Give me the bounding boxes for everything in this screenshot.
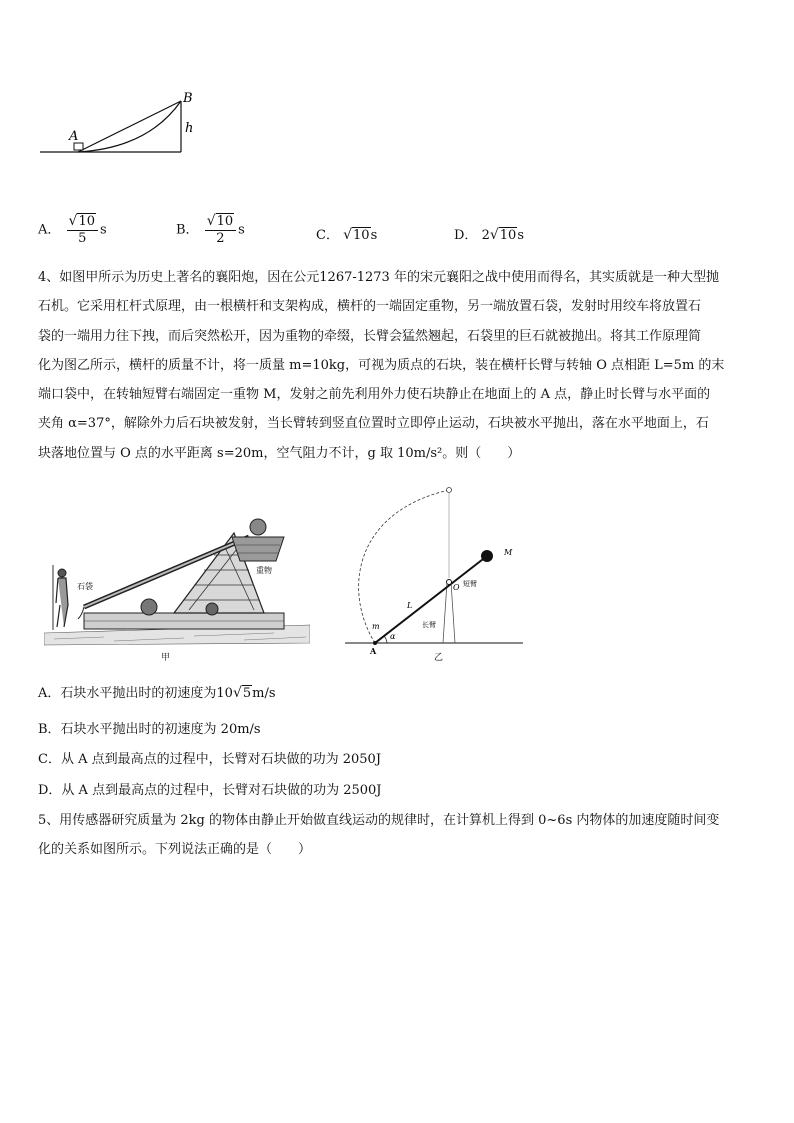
q4-option-a[interactable]: A．石块水平抛出时的初速度为10√5m/s: [38, 685, 276, 701]
label-short-arm: 短臂: [463, 580, 477, 588]
label-long-arm: 长臂: [422, 621, 436, 629]
label-a: A: [69, 129, 79, 144]
pivot-o: [447, 580, 452, 585]
q3-option-d[interactable]: D． 2√10s: [454, 227, 524, 243]
incline-figure: [38, 88, 208, 158]
label-m-small: m: [372, 622, 380, 631]
sling: [78, 607, 84, 619]
block-at-a: [74, 143, 83, 150]
soldier-head: [58, 569, 66, 577]
q4-line-7: 块落地位置与 O 点的水平距离 s=20m，空气阻力不计，g 取 10m/s²。则（ ）: [38, 445, 521, 461]
lever-rod: [375, 556, 487, 643]
label-m-big: M: [504, 548, 513, 557]
label-b: B: [183, 91, 193, 106]
q4-line-3: 袋的一端用力往下拽，而后突然松开，因为重物的牵缀，长臂会猛然翘起，石袋里的巨石就被抛出。将其工作原理简: [38, 328, 702, 344]
top-point: [447, 488, 452, 493]
counterweight-m: [481, 550, 493, 562]
q4-option-c[interactable]: C．从 A 点到最高点的过程中，长臂对石块做的功为 2050J: [38, 752, 382, 767]
winch: [141, 599, 157, 615]
q3-option-c[interactable]: C． √10s: [316, 227, 378, 243]
angle-arc: [384, 636, 387, 643]
label-weight: 重物: [256, 566, 272, 575]
trebuchet-illustration: [44, 515, 310, 665]
label-a: A: [370, 646, 377, 656]
question-5-stem: [38, 806, 758, 865]
q4-line-2: 石机。它采用杠杆式原理，由一根横杆和支架构成，横杆的一端固定重物，另一端放置石袋，发射时用绞车将放置石: [38, 299, 702, 315]
q4-line-6: 夹角 α=37°，解除外力后石块被发射，当长臂转到竖直位置时立即停止运动，石块被水平抛出，落在水平地面上，石: [38, 416, 709, 432]
q4-line-4: 化为图乙所示，横杆的质量不计，将一质量 m=10kg，可视为质点的石块，装在横杆长臂与转轴 O 点相距 L=5m 的末: [38, 357, 725, 373]
soldier-body: [56, 578, 68, 627]
figure-yi-caption: 乙: [434, 653, 444, 663]
q4-option-d[interactable]: D．从 A 点到最高点的过程中，长臂对石块做的功为 2500J: [38, 783, 382, 798]
label-stone-bag: 石袋: [77, 582, 93, 591]
stone-at-a: [373, 641, 377, 645]
straight-incline: [78, 101, 181, 152]
trebuchet-schematic: [343, 482, 528, 662]
label-o: O: [453, 583, 460, 592]
q4-option-b[interactable]: B．石块水平抛出时的初速度为 20m/s: [38, 722, 261, 737]
q4-line-1: 4、如图甲所示为历史上著名的襄阳炮，因在公元1267-1273 年的宋元襄阳之战中使用而得名，其实质就是一种大型抛: [38, 270, 719, 285]
q3-option-b[interactable]: B． $\frac{√10}{2}$ s: [176, 213, 245, 246]
q5-line-1: 5、用传感器研究质量为 2kg 的物体由静止开始做直线运动的规律时，在计算机上得到 0~6s 内物体的加速度随时间变: [38, 813, 720, 828]
q3-option-a[interactable]: A． $\frac{√10}{5}$ s: [38, 213, 107, 246]
counterweight-basket: [232, 537, 284, 561]
figure-jia-caption: 甲: [161, 653, 171, 663]
label-h: h: [185, 121, 194, 136]
label-l: L: [407, 601, 413, 610]
question-4-stem: [38, 263, 758, 468]
label-alpha: α: [390, 632, 396, 641]
q5-line-2: 化的关系如图所示。下列说法正确的是（ ）: [38, 842, 312, 858]
q4-line-5: 端口袋中，在转轴短臂右端固定一重物 M，发射之前先利用外力使石块静止在地面上的 A 点，静止时长臂与水平面的: [38, 387, 711, 403]
